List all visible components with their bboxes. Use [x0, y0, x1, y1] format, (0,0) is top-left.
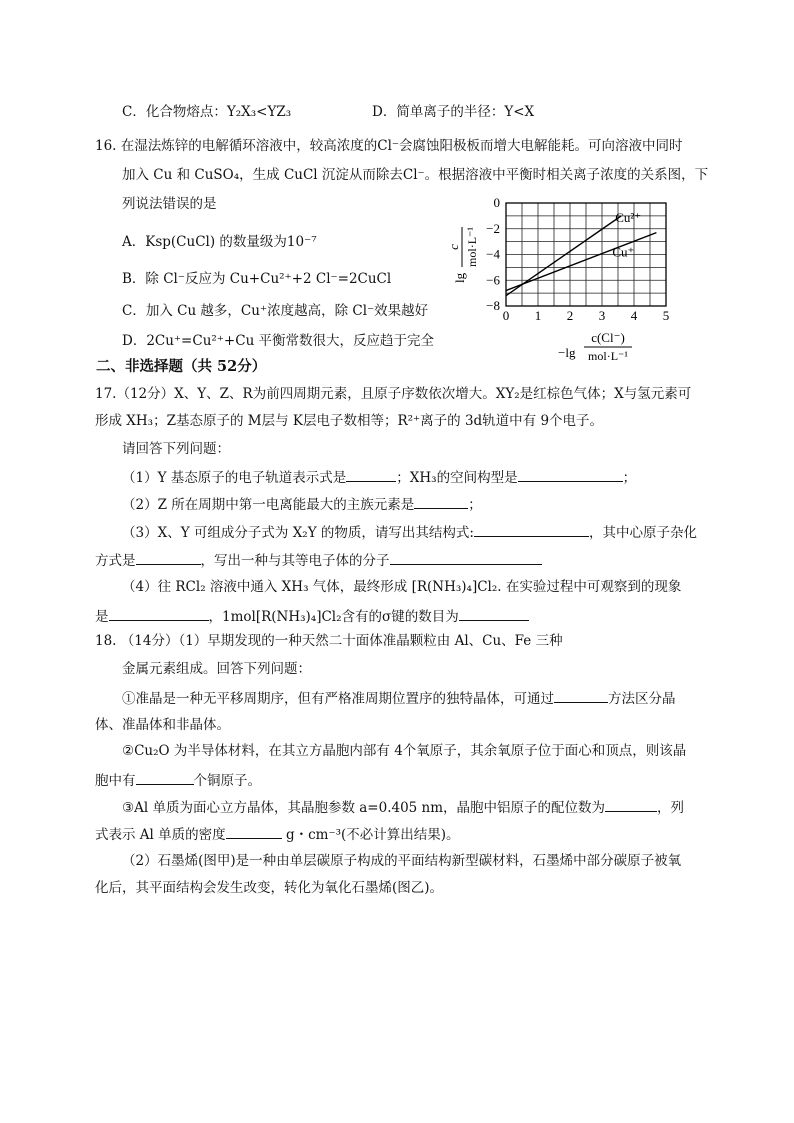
q17-part1-text-b: ；XH₃的空间构型是	[396, 470, 518, 486]
chart-grid	[506, 203, 666, 306]
q17-part4-text-b: 是	[95, 609, 109, 625]
x-label-denominator: mol·L⁻¹	[588, 349, 628, 363]
answer-blank[interactable]	[390, 550, 542, 565]
q18-part2: （2）石墨烯(图甲)是一种由单层碳原子构成的平面结构新型碳材料，石墨烯中部分碳原子被氧	[122, 853, 682, 869]
answer-blank[interactable]	[226, 824, 282, 839]
q18-item1	[122, 688, 676, 708]
q17-part3-cont	[95, 550, 542, 570]
concentration-chart	[448, 193, 688, 363]
q17-part2	[122, 494, 482, 514]
q17-part3	[122, 522, 697, 542]
q18-item3	[122, 797, 684, 817]
answer-blank[interactable]	[605, 797, 657, 812]
q17-part4-text-c: ，1mol[R(NH₃)₄]Cl₂含有的σ键的数目为	[208, 609, 459, 625]
q18-item3-text-c: 式表示 Al 单质的密度	[95, 827, 226, 843]
y-tick-label: −6	[486, 272, 500, 288]
y-tick-label: 0	[493, 195, 500, 210]
x-tick-label: 4	[630, 308, 638, 323]
q17-part1-text-c: ；	[622, 470, 637, 486]
q17-part4: （4）往 RCl₂ 溶液中通入 XH₃ 气体，最终形成 [R(NH₃)₄]Cl₂. 在实验过程中可观察到的现象	[122, 579, 682, 595]
q16-stem-line1: 16. 在湿法炼锌的电解循环溶液中，较高浓度的Cl⁻会腐蚀阳极板而增大电解能耗。可向溶液中同时	[95, 138, 683, 154]
q16-stem-line3: 列说法错误的是	[122, 196, 217, 212]
y-label-numerator: c	[446, 244, 461, 250]
q17-part3-text-c: 方式是	[95, 553, 136, 569]
q17-part3-text-a: （3）X、Y 可组成分子式为 X₂Y 的物质，请写出其结构式:	[122, 525, 474, 541]
y-label-denominator: mol·L⁻¹	[465, 227, 479, 267]
series-label: Cu⁺	[612, 244, 635, 260]
q17-part4-cont	[95, 606, 529, 626]
answer-blank[interactable]	[554, 688, 608, 703]
q17-part1	[122, 467, 636, 487]
x-label-prefix: −lg	[558, 345, 576, 360]
q17-prompt: 请回答下列问题：	[122, 441, 230, 457]
q17-part2-text-a: （2）Z 所在周期中第一电离能最大的主族元素是	[122, 497, 415, 513]
x-tick-label: 5	[662, 308, 670, 323]
q16-option-a: A．Ksp(CuCl) 的数量级为10⁻⁷	[122, 234, 317, 250]
q16-option-b: B．除 Cl⁻反应为 Cu+Cu²⁺+2 Cl⁻=2CuCl	[122, 271, 392, 287]
answer-blank[interactable]	[109, 606, 209, 621]
y-axis-label	[446, 227, 479, 283]
answer-blank[interactable]	[136, 550, 201, 565]
q18-item3-text-d: g・cm⁻³(不必计算出结果)。	[285, 827, 460, 843]
q18-item3-text-b: ，列	[657, 800, 685, 816]
q18-item2-cont	[95, 770, 261, 790]
series-label: Cu²⁺	[615, 209, 642, 225]
answer-blank[interactable]	[474, 522, 589, 537]
x-tick-label: 1	[534, 308, 542, 323]
x-tick-label: 2	[566, 308, 574, 323]
q17-part3-text-b: ，其中心原子杂化	[588, 525, 697, 541]
y-label-prefix: lg	[452, 272, 467, 283]
q17-stem-line1: 17.（12分）X、Y、Z、R为前四周期元素，且原子序数依次增大。XY₂是红棕色气体；X与氢元素可	[95, 386, 692, 402]
q18-item1-text-b: 方法区分晶	[608, 691, 676, 707]
answer-blank[interactable]	[414, 494, 468, 509]
q18-item1-cont: 体、准晶体和非晶体。	[95, 717, 230, 733]
q17-part1-text-a: （1）Y 基态原子的电子轨道表示式是	[122, 470, 347, 486]
q18-part2-cont: 化后，其平面结构会发生改变，转化为氧化石墨烯(图乙)。	[95, 880, 444, 896]
y-tick-label: −2	[486, 220, 500, 236]
answer-blank[interactable]	[518, 467, 623, 482]
y-tick-label: −8	[486, 298, 500, 313]
x-label-numerator: c(Cl⁻)	[591, 330, 625, 345]
q16-stem-line2: 加入 Cu 和 CuSO₄，生成 CuCl 沉淀从而除去Cl⁻。根据溶液中平衡时相关离子浓度的关系图，下	[122, 167, 709, 183]
q18-item2-text-b: 胞中有	[95, 773, 136, 789]
q18-item3-cont	[95, 824, 460, 844]
chart-labels	[446, 195, 669, 363]
q18-item2: ②Cu₂O 为半导体材料，在其立方晶胞内部有 4个氧原子，其余氧原子位于面心和顶点，则该晶	[122, 743, 687, 759]
q18-item1-text-a: ①准晶是一种无平移周期序，但有严格准周期位置序的独特晶体，可通过	[122, 691, 554, 707]
q17-stem-line2: 形成 XH₃；Z基态原子的 M层与 K层电子数相等；R²⁺离子的 3d轨道中有 9个电子。	[95, 413, 604, 429]
x-tick-label: 3	[598, 308, 606, 323]
y-tick-label: −4	[486, 246, 500, 262]
section-title: 二、非选择题（共 52分）	[96, 358, 267, 375]
q18-stem-line1: 18. （14分）（1）早期发现的一种天然二十面体准晶颗粒由 Al、Cu、Fe 三种	[95, 633, 563, 649]
q18-stem-line2: 金属元素组成。回答下列问题：	[122, 661, 311, 677]
q17-part3-text-d: ，写出一种与其等电子体的分子	[200, 553, 390, 569]
q15-option-c: C．化合物熔点：Y₂X₃<YZ₃	[122, 104, 292, 120]
q18-item3-text-a: ③Al 单质为面心立方晶体，其晶胞参数 a=0.405 nm，晶胞中铝原子的配位数为	[122, 800, 606, 816]
q16-option-c: C．加入 Cu 越多，Cu⁺浓度越高，除 Cl⁻效果越好	[122, 303, 429, 319]
q15-option-d: D．简单离子的半径：Y<X	[372, 104, 535, 120]
q17-part2-text-b: ；	[468, 497, 482, 513]
answer-blank[interactable]	[136, 770, 194, 785]
q18-item2-text-c: 个铜原子。	[193, 773, 261, 789]
answer-blank[interactable]	[459, 606, 529, 621]
x-tick-label: 0	[502, 308, 510, 323]
q16-option-d: D．2Cu⁺=Cu²⁺+Cu 平衡常数很大，反应趋于完全	[122, 333, 435, 349]
answer-blank[interactable]	[346, 467, 396, 482]
